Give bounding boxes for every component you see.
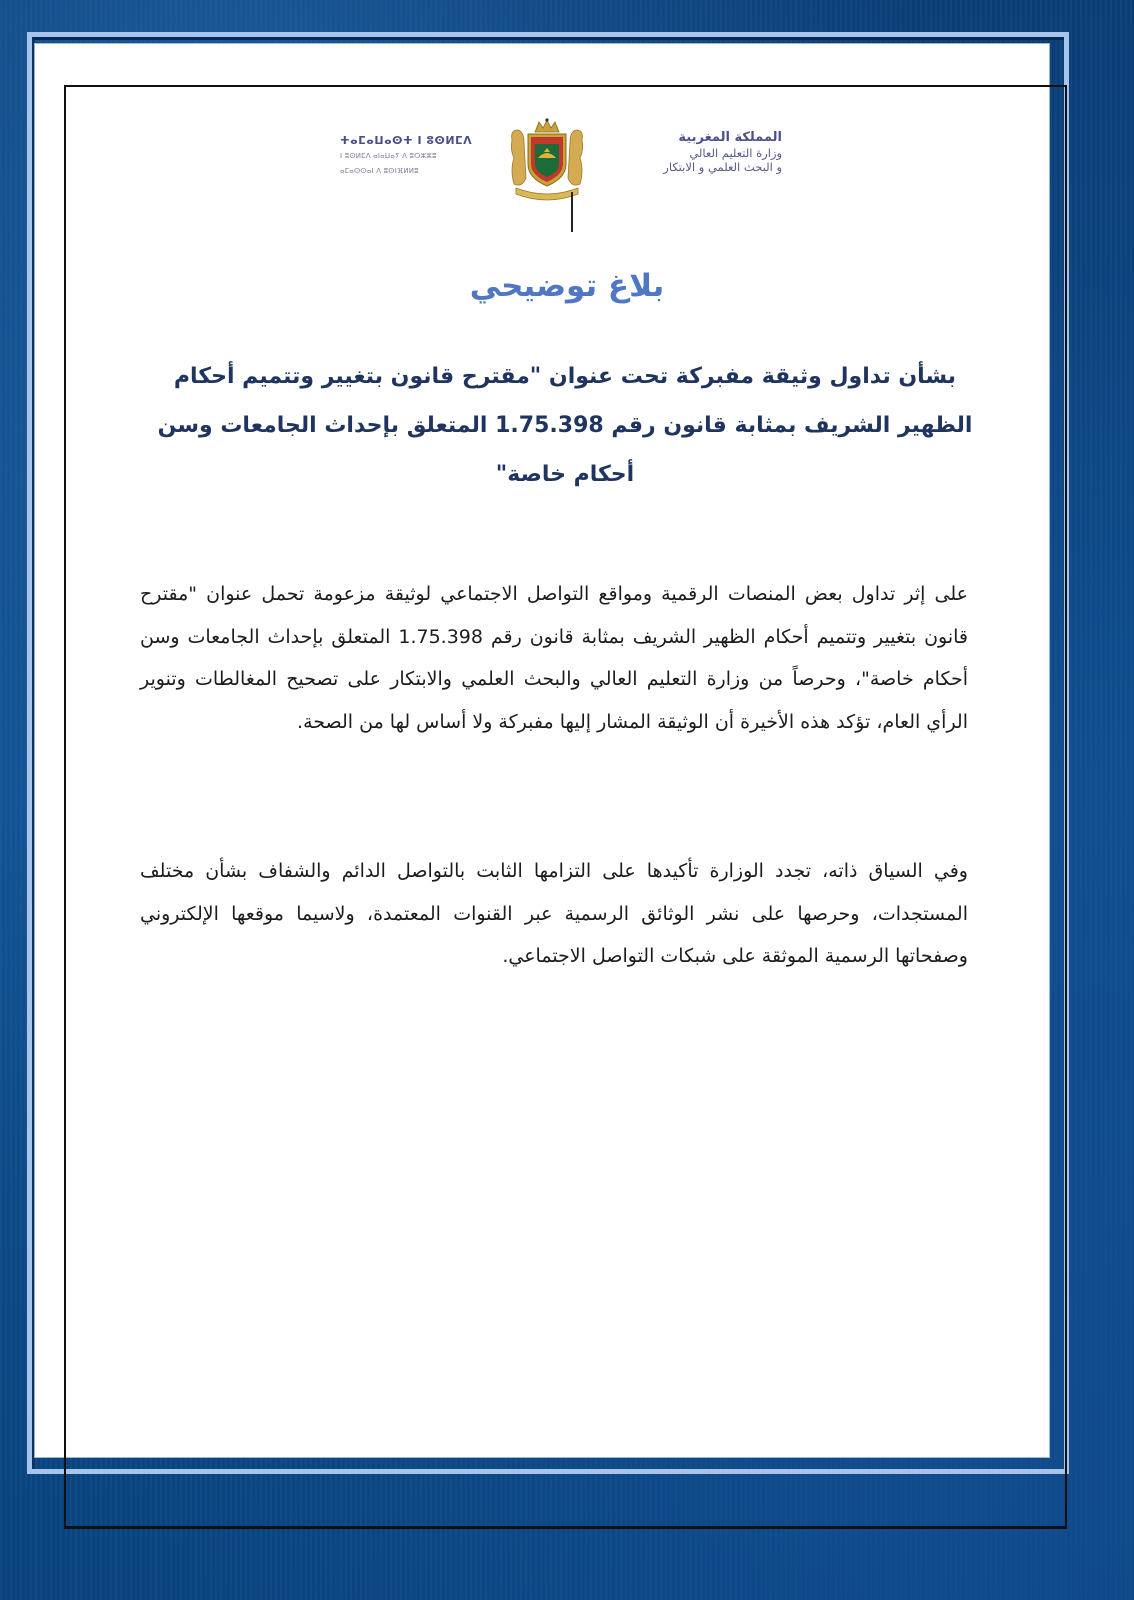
tifinagh-kingdom: ⵜⴰⵎⴰⵡⴰⵙⵜ ⵏ ⵓⵙⵍⵎⴷ — [340, 134, 473, 147]
body-paragraph-1: على إثر تداول بعض المنصات الرقمية ومواقع التواصل الاجتماعي لوثيقة مزعومة تحمل عنوان "مقترح قانون بتغيير وتتميم أحكام الظهير الشريف بمثابة قانون رقم 1.75.398 المتعلق بإحداث الجامعات وسن أحكام خاصة"، وحرصاً من وزارة التعليم العالي والبحث العلمي والابتكار على تصحيح المغالطات وتنوير الرأي العام، تؤكد هذه الأخيرة أن الوثيقة المشار إليها مفبركة ولا أساس لها من الصحة. — [140, 583, 968, 733]
body-paragraph-2: وفي السياق ذاته، تجدد الوزارة تأكيدها على التزامها الثابت بالتواصل الدائم والشفاف بشأن مختلف المستجدات، وحرصها على نشر الوثائق الرسمية عبر القنوات المعتمدة، ولاسيما موقعها الإلكتروني وصفحاتها الرسمية الموثقة على شبكات التواصل الاجتماعي. — [140, 860, 968, 967]
ministry-name-arabic — [663, 130, 782, 174]
header-divider-line — [571, 192, 573, 232]
kingdom-name: المملكة المغربية — [678, 130, 782, 145]
tifinagh-ministry-line-1: ⵏ ⵓⵙⵍⵎⴷ ⴰⵏⴰⵡⴰⵢ ⴷ ⵓⵔⵣⵣⵓ — [340, 152, 437, 160]
letterhead — [330, 118, 810, 230]
tifinagh-ministry-line-2: ⴰⵎⴰⵙⵙⴰⵏ ⴷ ⵓⵙⵏⴼⵍⵍⵓ — [340, 167, 419, 175]
document-subject: بشأن تداول وثيقة مفبركة تحت عنوان "مقترح قانون بتغيير وتتميم أحكام الظهير الشريف بمثابة قانون رقم 1.75.398 المتعلق بإحداث الجامعات وسن أحكام خاصة" — [157, 364, 973, 487]
ministry-line-2: و البحث العلمي و الابتكار — [663, 160, 782, 174]
tifinagh-block — [340, 134, 500, 177]
coat-of-arms-icon — [508, 118, 586, 204]
ministry-line-1: وزارة التعليم العالي — [689, 146, 782, 160]
document-title: بلاغ توضيحي — [469, 268, 665, 304]
